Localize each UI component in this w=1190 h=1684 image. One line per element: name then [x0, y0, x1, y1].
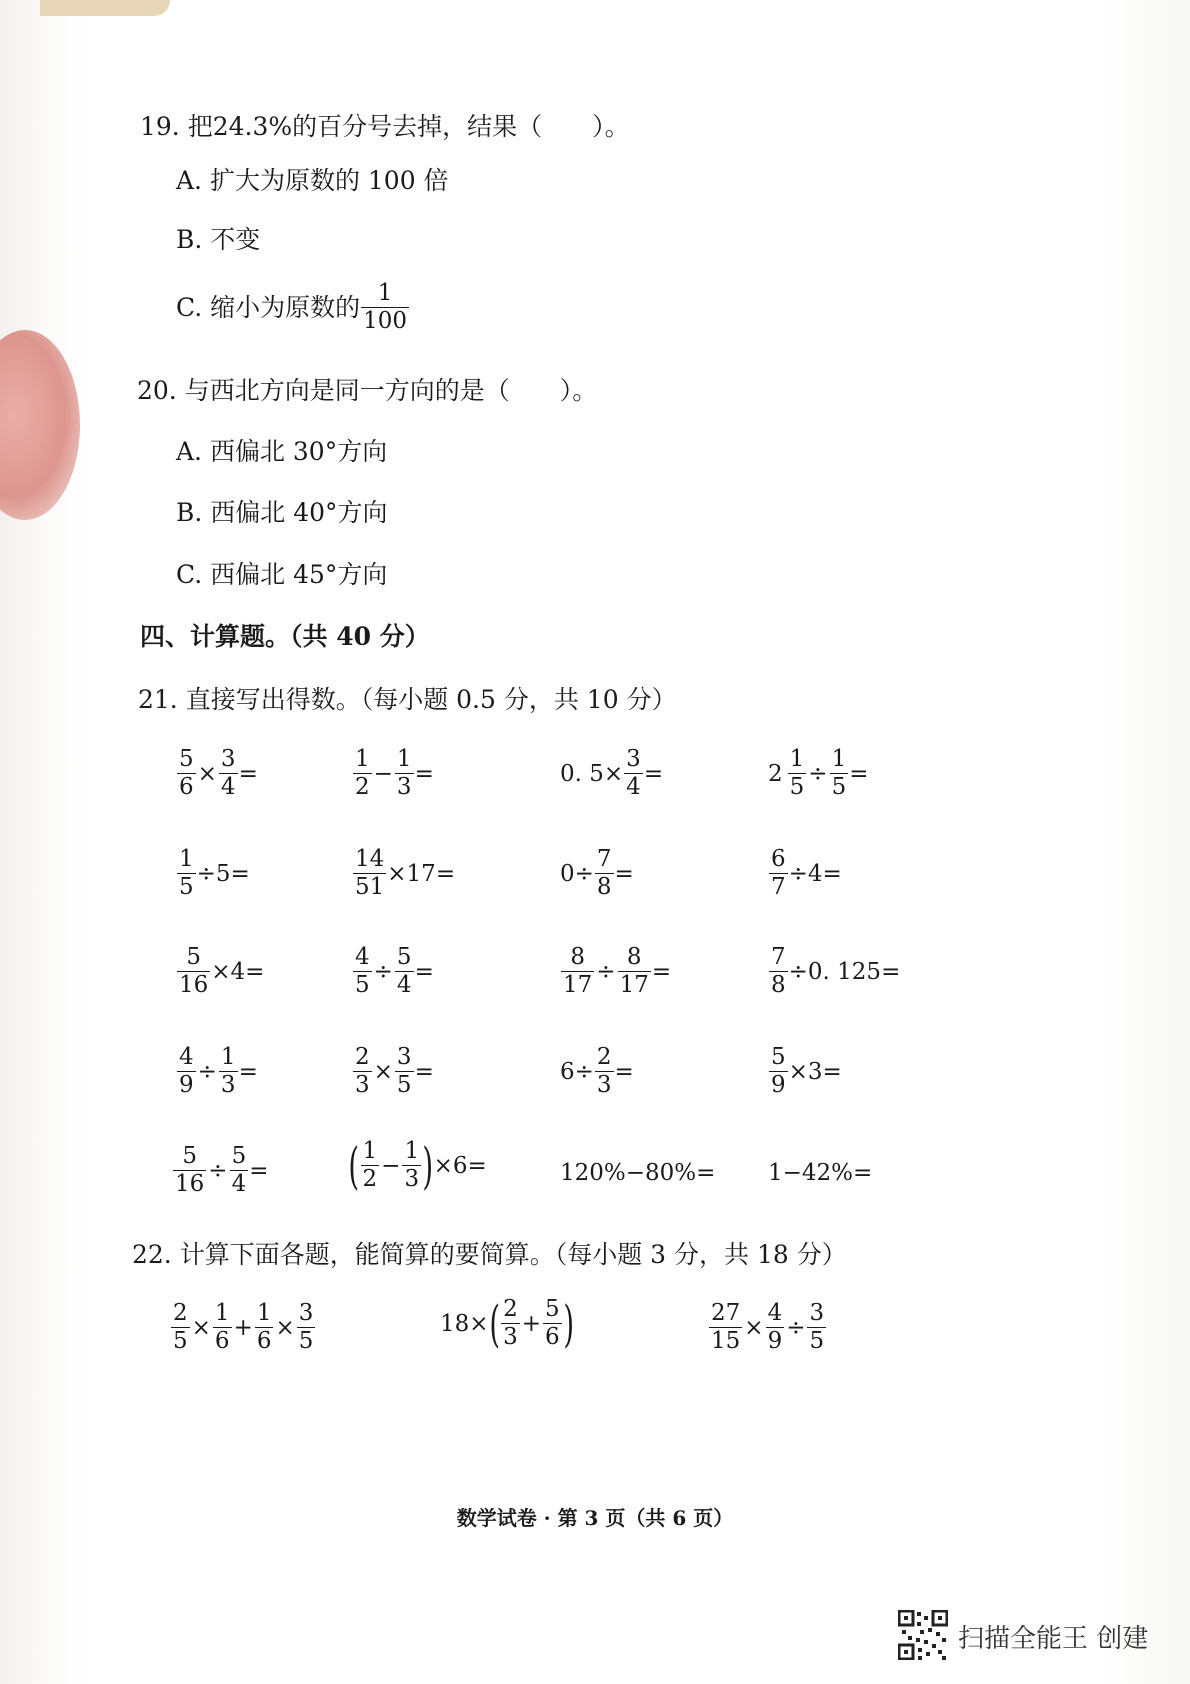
prefix: 0÷ — [560, 860, 594, 887]
numerator: 5 — [771, 1044, 786, 1070]
fraction — [618, 946, 651, 997]
numerator: 5 — [182, 1143, 197, 1169]
numerator: 14 — [355, 846, 385, 872]
page-footer: 数学试卷 · 第 3 页（共 6 页） — [456, 1506, 734, 1530]
prefix: 6÷ — [560, 1058, 594, 1085]
paper-corner — [40, 0, 170, 16]
fraction — [297, 1302, 316, 1353]
suffix: ÷4= — [788, 860, 842, 887]
q19-stem: 19. 把24.3%的百分号去掉，结果（ ）。 — [140, 112, 630, 141]
denominator: 4 — [220, 774, 236, 800]
numerator: 3 — [809, 1300, 825, 1326]
fraction — [709, 1302, 742, 1353]
q19-option-c-fraction — [361, 282, 409, 333]
q22-e3 — [708, 1302, 827, 1353]
q20-option-c: C. 西偏北 45°方向 — [176, 560, 388, 589]
denominator: 6 — [214, 1328, 230, 1354]
denominator: 2 — [362, 1166, 378, 1192]
operator: × — [275, 1314, 295, 1341]
fraction — [766, 1302, 785, 1353]
suffix: ×6= — [433, 1152, 487, 1179]
denominator: 8 — [596, 874, 612, 900]
q20-option-a: A. 西偏北 30°方向 — [176, 437, 388, 466]
q21-r1-e1 — [176, 748, 258, 799]
numerator: 2 — [173, 1300, 188, 1326]
denominator: 16 — [175, 1171, 205, 1197]
numerator: 3 — [298, 1300, 314, 1326]
denominator: 3 — [404, 1166, 420, 1192]
numerator: 1 — [377, 280, 393, 306]
equals: = — [414, 1058, 434, 1085]
q21-r5-e2 — [348, 1136, 487, 1195]
equals: = — [238, 1058, 258, 1085]
q21-r3-e3 — [560, 946, 671, 997]
suffix: ×4= — [211, 958, 265, 985]
denominator: 5 — [831, 774, 847, 800]
operator: × — [744, 1314, 764, 1341]
q21-r2-e4 — [768, 848, 842, 899]
denominator: 2 — [355, 774, 370, 800]
numerator: 1 — [220, 1044, 236, 1070]
denominator: 3 — [396, 774, 412, 800]
denominator: 100 — [363, 308, 408, 334]
denominator: 9 — [179, 1072, 194, 1098]
right-paren: ) — [422, 1136, 434, 1195]
q22-stem: 22. 计算下面各题，能简算的要简算。（每小题 3 分，共 18 分） — [132, 1240, 847, 1269]
q22-e2 — [440, 1294, 574, 1353]
fraction — [177, 1046, 196, 1097]
q21-r4-e3 — [560, 1046, 634, 1097]
numerator: 3 — [626, 746, 641, 772]
numerator: 2 — [596, 1044, 612, 1070]
denominator: 15 — [711, 1328, 741, 1354]
denominator: 4 — [626, 774, 641, 800]
denominator: 3 — [596, 1072, 612, 1098]
q21-r2-e3 — [560, 848, 634, 899]
numerator: 1 — [789, 746, 805, 772]
prefix: 18× — [440, 1310, 489, 1337]
fraction — [353, 748, 372, 799]
fraction — [255, 1302, 274, 1353]
fraction — [361, 1140, 380, 1191]
equals: = — [643, 760, 664, 787]
numerator: 5 — [396, 944, 412, 970]
numerator: 1 — [179, 846, 194, 872]
denominator: 3 — [503, 1324, 518, 1350]
q21-stem: 21. 直接写出得数。（每小题 0.5 分，共 10 分） — [138, 685, 677, 714]
right-paren: ) — [563, 1294, 574, 1353]
denominator: 5 — [809, 1328, 825, 1354]
fraction — [624, 748, 643, 799]
equals: = — [614, 1058, 634, 1085]
q21-r3-e4 — [768, 946, 900, 997]
denominator: 5 — [355, 972, 370, 998]
suffix: ÷0. 125= — [788, 958, 901, 985]
equals: = — [238, 760, 258, 787]
operator: ÷ — [373, 958, 393, 985]
suffix: ×17= — [387, 860, 456, 887]
q20-stem: 20. 与西北方向是同一方向的是（ ）。 — [137, 376, 598, 405]
fraction — [353, 1046, 372, 1097]
denominator: 5 — [179, 874, 194, 900]
denominator: 6 — [544, 1324, 560, 1350]
operator: ÷ — [208, 1157, 228, 1184]
numerator: 1 — [831, 746, 847, 772]
numerator: 1 — [396, 746, 412, 772]
numerator: 1 — [256, 1300, 272, 1326]
fraction — [395, 1046, 414, 1097]
q21-r2-e1 — [176, 848, 250, 899]
equals: = — [651, 958, 672, 985]
q21-r1-e3 — [560, 748, 663, 799]
fraction — [501, 1298, 520, 1349]
q19-option-a: A. 扩大为原数的 100 倍 — [176, 166, 449, 195]
q21-r3-e1 — [176, 946, 264, 997]
fraction — [353, 946, 372, 997]
q21-r2-e2 — [352, 848, 455, 899]
operator: ÷ — [808, 760, 828, 787]
suffix: ÷5= — [196, 860, 250, 887]
fraction — [769, 946, 788, 997]
fraction — [213, 1302, 232, 1353]
denominator: 5 — [173, 1328, 188, 1354]
operator: − — [381, 1152, 401, 1179]
numerator: 1 — [362, 1138, 378, 1164]
denominator: 17 — [619, 972, 649, 998]
fraction — [219, 1046, 238, 1097]
equals: = — [414, 760, 434, 787]
q22-e1 — [170, 1302, 316, 1353]
q19-option-c-text: C. 缩小为原数的 — [176, 292, 361, 322]
operator: + — [233, 1314, 253, 1341]
denominator: 5 — [789, 774, 805, 800]
numerator: 3 — [220, 746, 236, 772]
equals: = — [614, 860, 634, 887]
q20-option-b: B. 西偏北 40°方向 — [176, 498, 388, 527]
finger-shadow — [0, 330, 80, 520]
operator: ÷ — [197, 1058, 217, 1085]
fraction — [395, 748, 414, 799]
fraction — [807, 1302, 826, 1353]
fraction — [171, 1302, 190, 1353]
denominator: 9 — [767, 1328, 783, 1354]
numerator: 27 — [711, 1300, 741, 1326]
fraction — [177, 946, 210, 997]
q19-option-b: B. 不变 — [176, 225, 261, 254]
operator: ÷ — [786, 1314, 806, 1341]
numerator: 2 — [355, 1044, 370, 1070]
fraction — [561, 946, 594, 997]
q21-r5-e1 — [172, 1145, 268, 1196]
denominator: 5 — [298, 1328, 314, 1354]
denominator: 8 — [771, 972, 786, 998]
denominator: 7 — [771, 874, 786, 900]
qr-code-icon — [898, 1610, 948, 1660]
fraction — [395, 946, 414, 997]
numerator: 8 — [626, 944, 642, 970]
q21-r4-e1 — [176, 1046, 258, 1097]
q21-r4-e4 — [768, 1046, 842, 1097]
numerator: 1 — [214, 1300, 230, 1326]
fraction — [769, 848, 788, 899]
denominator: 3 — [220, 1072, 236, 1098]
prefix: 0. 5× — [560, 760, 624, 787]
numerator: 7 — [596, 846, 612, 872]
numerator: 4 — [767, 1300, 783, 1326]
fraction — [177, 748, 196, 799]
fraction — [769, 1046, 788, 1097]
q21-r5-e3: 120%−80%= — [560, 1160, 716, 1186]
denominator: 9 — [771, 1072, 786, 1098]
q21-r1-e2 — [352, 748, 434, 799]
q19-option-c — [176, 282, 410, 333]
numerator: 2 — [503, 1296, 518, 1322]
numerator: 5 — [179, 746, 194, 772]
numerator: 7 — [771, 944, 786, 970]
operator: − — [373, 760, 393, 787]
fraction — [788, 748, 807, 799]
section-four-title: 四、计算题。（共 40 分） — [140, 622, 430, 651]
denominator: 4 — [231, 1171, 247, 1197]
q21-r4-e2 — [352, 1046, 434, 1097]
fraction — [219, 748, 238, 799]
denominator: 5 — [396, 1072, 412, 1098]
q21-r1-e4 — [768, 748, 868, 799]
fraction — [353, 848, 386, 899]
fraction — [830, 748, 849, 799]
fraction — [595, 1046, 614, 1097]
denominator: 51 — [355, 874, 385, 900]
numerator: 1 — [355, 746, 370, 772]
operator: × — [373, 1058, 393, 1085]
whole-number: 2 — [768, 760, 783, 787]
q21-r5-e4: 1−42%= — [768, 1160, 873, 1186]
left-paren: ( — [348, 1136, 360, 1195]
operator: ÷ — [596, 958, 616, 985]
numerator: 1 — [404, 1138, 420, 1164]
left-paren: ( — [488, 1294, 500, 1353]
fraction — [595, 848, 614, 899]
denominator: 6 — [256, 1328, 272, 1354]
denominator: 16 — [179, 972, 209, 998]
suffix: ×3= — [788, 1058, 842, 1085]
denominator: 17 — [563, 972, 593, 998]
numerator: 8 — [570, 944, 585, 970]
denominator: 4 — [396, 972, 412, 998]
fraction — [177, 848, 196, 899]
numerator: 6 — [771, 846, 786, 872]
numerator: 4 — [179, 1044, 194, 1070]
equals: = — [249, 1157, 269, 1184]
numerator: 5 — [186, 944, 201, 970]
denominator: 6 — [179, 774, 194, 800]
equals: = — [414, 958, 434, 985]
fraction — [543, 1298, 562, 1349]
operator: × — [197, 760, 217, 787]
scanner-watermark: 扫描全能王 创建 — [958, 1624, 1149, 1654]
operator: + — [521, 1310, 541, 1337]
q21-r3-e2 — [352, 946, 434, 997]
denominator: 3 — [355, 1072, 370, 1098]
fraction — [173, 1145, 206, 1196]
fraction — [402, 1140, 421, 1191]
numerator: 5 — [231, 1143, 247, 1169]
equals: = — [849, 760, 869, 787]
numerator: 4 — [355, 944, 370, 970]
operator: × — [191, 1314, 211, 1341]
fraction — [230, 1145, 249, 1196]
numerator: 5 — [544, 1296, 560, 1322]
numerator: 3 — [396, 1044, 412, 1070]
